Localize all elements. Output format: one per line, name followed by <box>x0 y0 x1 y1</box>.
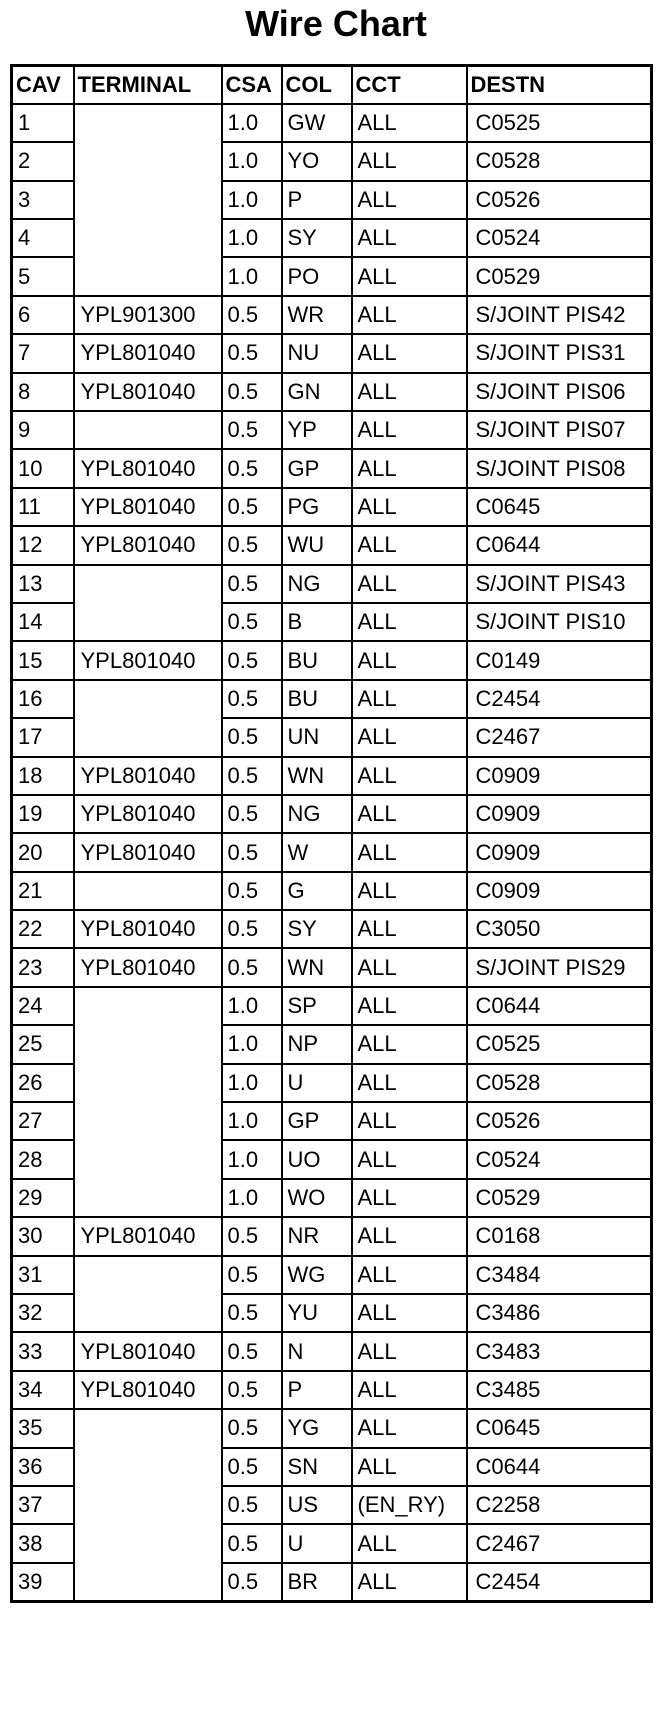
destn-cell: S/JOINT PIS29 <box>467 948 652 986</box>
terminal-cell <box>74 872 222 910</box>
destn-cell: C2258 <box>467 1486 652 1524</box>
destn-cell: C0909 <box>467 833 652 871</box>
cav-cell: 24 <box>12 987 74 1025</box>
destn-cell: C3050 <box>467 910 652 948</box>
cav-cell: 34 <box>12 1371 74 1409</box>
csa-cell: 0.5 <box>222 680 282 718</box>
table-row <box>12 680 652 718</box>
csa-cell: 0.5 <box>222 1332 282 1370</box>
destn-cell: C0528 <box>467 1064 652 1102</box>
col-cell: NR <box>282 1217 352 1255</box>
terminal-cell <box>74 1409 222 1601</box>
cav-cell: 26 <box>12 1064 74 1102</box>
table-row <box>12 565 652 603</box>
col-cell: UO <box>282 1140 352 1178</box>
cav-cell: 30 <box>12 1217 74 1255</box>
cct-cell: ALL <box>352 526 467 564</box>
col-cell: BR <box>282 1563 352 1601</box>
destn-cell: C0524 <box>467 219 652 257</box>
cct-cell: ALL <box>352 1179 467 1217</box>
terminal-cell: YPL801040 <box>74 795 222 833</box>
destn-cell: C0526 <box>467 1102 652 1140</box>
cct-cell: ALL <box>352 987 467 1025</box>
csa-cell: 1.0 <box>222 1025 282 1063</box>
column-header-cct: CCT <box>352 66 467 104</box>
cav-cell: 37 <box>12 1486 74 1524</box>
csa-cell: 0.5 <box>222 565 282 603</box>
destn-cell: C0909 <box>467 872 652 910</box>
col-cell: GP <box>282 1102 352 1140</box>
cav-cell: 22 <box>12 910 74 948</box>
col-cell: US <box>282 1486 352 1524</box>
csa-cell: 0.5 <box>222 449 282 487</box>
col-cell: NG <box>282 795 352 833</box>
csa-cell: 1.0 <box>222 181 282 219</box>
terminal-cell <box>74 987 222 1217</box>
cav-cell: 3 <box>12 181 74 219</box>
cct-cell: ALL <box>352 104 467 142</box>
cav-cell: 33 <box>12 1332 74 1370</box>
destn-cell: C2467 <box>467 718 652 756</box>
cav-cell: 28 <box>12 1140 74 1178</box>
col-cell: U <box>282 1064 352 1102</box>
cav-cell: 11 <box>12 488 74 526</box>
header-row <box>12 66 652 104</box>
cct-cell: ALL <box>352 1217 467 1255</box>
csa-cell: 1.0 <box>222 1064 282 1102</box>
destn-cell: C0644 <box>467 987 652 1025</box>
destn-cell: C3483 <box>467 1332 652 1370</box>
col-cell: GW <box>282 104 352 142</box>
cav-cell: 14 <box>12 603 74 641</box>
col-cell: N <box>282 1332 352 1370</box>
col-cell: YP <box>282 411 352 449</box>
table-row <box>12 987 652 1025</box>
csa-cell: 0.5 <box>222 1294 282 1332</box>
cct-cell: ALL <box>352 1256 467 1294</box>
cct-cell: ALL <box>352 1524 467 1562</box>
col-cell: B <box>282 603 352 641</box>
cct-cell: ALL <box>352 334 467 372</box>
cct-cell: ALL <box>352 449 467 487</box>
col-cell: WN <box>282 757 352 795</box>
col-cell: PO <box>282 257 352 295</box>
table-row <box>12 373 652 411</box>
cav-cell: 17 <box>12 718 74 756</box>
terminal-cell: YPL801040 <box>74 449 222 487</box>
table-row <box>12 296 652 334</box>
table-row <box>12 1409 652 1447</box>
destn-cell: C0644 <box>467 1448 652 1486</box>
col-cell: G <box>282 872 352 910</box>
csa-cell: 0.5 <box>222 1256 282 1294</box>
terminal-cell: YPL801040 <box>74 334 222 372</box>
col-cell: NG <box>282 565 352 603</box>
cct-cell: ALL <box>352 680 467 718</box>
col-cell: WO <box>282 1179 352 1217</box>
csa-cell: 0.5 <box>222 1524 282 1562</box>
column-header-terminal: TERMINAL <box>74 66 222 104</box>
cct-cell: ALL <box>352 1332 467 1370</box>
cct-cell: ALL <box>352 181 467 219</box>
table-row <box>12 1332 652 1370</box>
cav-cell: 32 <box>12 1294 74 1332</box>
col-cell: SY <box>282 219 352 257</box>
csa-cell: 0.5 <box>222 1409 282 1447</box>
cav-cell: 23 <box>12 948 74 986</box>
terminal-cell: YPL801040 <box>74 833 222 871</box>
destn-cell: C2467 <box>467 1524 652 1562</box>
cav-cell: 8 <box>12 373 74 411</box>
terminal-cell: YPL801040 <box>74 1371 222 1409</box>
cav-cell: 5 <box>12 257 74 295</box>
destn-cell: C0525 <box>467 1025 652 1063</box>
table-row <box>12 104 652 142</box>
cct-cell: ALL <box>352 910 467 948</box>
cct-cell: ALL <box>352 488 467 526</box>
csa-cell: 0.5 <box>222 488 282 526</box>
destn-cell: C0529 <box>467 1179 652 1217</box>
cav-cell: 9 <box>12 411 74 449</box>
table-row <box>12 334 652 372</box>
column-header-col: COL <box>282 66 352 104</box>
cct-cell: ALL <box>352 257 467 295</box>
table-row <box>12 1371 652 1409</box>
terminal-cell: YPL901300 <box>74 296 222 334</box>
cav-cell: 36 <box>12 1448 74 1486</box>
col-cell: BU <box>282 641 352 679</box>
col-cell: SN <box>282 1448 352 1486</box>
table-row <box>12 1217 652 1255</box>
cav-cell: 25 <box>12 1025 74 1063</box>
terminal-cell <box>74 1256 222 1333</box>
cav-cell: 35 <box>12 1409 74 1447</box>
cct-cell: ALL <box>352 219 467 257</box>
destn-cell: S/JOINT PIS42 <box>467 296 652 334</box>
col-cell: GN <box>282 373 352 411</box>
terminal-cell: YPL801040 <box>74 1332 222 1370</box>
csa-cell: 1.0 <box>222 1102 282 1140</box>
cct-cell: ALL <box>352 565 467 603</box>
cct-cell: (EN_RY) <box>352 1486 467 1524</box>
csa-cell: 0.5 <box>222 1217 282 1255</box>
col-cell: GP <box>282 449 352 487</box>
destn-cell: C3484 <box>467 1256 652 1294</box>
table-row <box>12 872 652 910</box>
cav-cell: 4 <box>12 219 74 257</box>
terminal-cell: YPL801040 <box>74 526 222 564</box>
col-cell: WG <box>282 1256 352 1294</box>
col-cell: YG <box>282 1409 352 1447</box>
csa-cell: 1.0 <box>222 987 282 1025</box>
column-header-csa: CSA <box>222 66 282 104</box>
cct-cell: ALL <box>352 1371 467 1409</box>
cav-cell: 21 <box>12 872 74 910</box>
cct-cell: ALL <box>352 1448 467 1486</box>
column-header-cav: CAV <box>12 66 74 104</box>
csa-cell: 0.5 <box>222 641 282 679</box>
cav-cell: 29 <box>12 1179 74 1217</box>
destn-cell: S/JOINT PIS08 <box>467 449 652 487</box>
terminal-cell <box>74 411 222 449</box>
csa-cell: 1.0 <box>222 1179 282 1217</box>
col-cell: NP <box>282 1025 352 1063</box>
terminal-cell: YPL801040 <box>74 641 222 679</box>
csa-cell: 1.0 <box>222 1140 282 1178</box>
destn-cell: C0149 <box>467 641 652 679</box>
csa-cell: 1.0 <box>222 219 282 257</box>
table-row <box>12 1256 652 1294</box>
table-row <box>12 757 652 795</box>
wire-chart-table <box>10 64 653 1603</box>
cav-cell: 6 <box>12 296 74 334</box>
csa-cell: 0.5 <box>222 948 282 986</box>
destn-cell: C0524 <box>467 1140 652 1178</box>
csa-cell: 1.0 <box>222 257 282 295</box>
col-cell: W <box>282 833 352 871</box>
destn-cell: C0525 <box>467 104 652 142</box>
col-cell: YU <box>282 1294 352 1332</box>
col-cell: SP <box>282 987 352 1025</box>
col-cell: SY <box>282 910 352 948</box>
table-row <box>12 526 652 564</box>
col-cell: P <box>282 181 352 219</box>
destn-cell: S/JOINT PIS07 <box>467 411 652 449</box>
cav-cell: 31 <box>12 1256 74 1294</box>
csa-cell: 0.5 <box>222 334 282 372</box>
column-header-destn: DESTN <box>467 66 652 104</box>
csa-cell: 1.0 <box>222 142 282 180</box>
cct-cell: ALL <box>352 373 467 411</box>
csa-cell: 0.5 <box>222 411 282 449</box>
col-cell: BU <box>282 680 352 718</box>
table-row <box>12 795 652 833</box>
cct-cell: ALL <box>352 411 467 449</box>
cct-cell: ALL <box>352 1563 467 1601</box>
destn-cell: C0529 <box>467 257 652 295</box>
col-cell: YO <box>282 142 352 180</box>
destn-cell: C2454 <box>467 1563 652 1601</box>
csa-cell: 0.5 <box>222 603 282 641</box>
csa-cell: 0.5 <box>222 1448 282 1486</box>
csa-cell: 0.5 <box>222 1371 282 1409</box>
cav-cell: 16 <box>12 680 74 718</box>
terminal-cell: YPL801040 <box>74 948 222 986</box>
destn-cell: S/JOINT PIS43 <box>467 565 652 603</box>
csa-cell: 0.5 <box>222 872 282 910</box>
col-cell: NU <box>282 334 352 372</box>
csa-cell: 0.5 <box>222 910 282 948</box>
cct-cell: ALL <box>352 603 467 641</box>
cct-cell: ALL <box>352 757 467 795</box>
page-title: Wire Chart <box>245 3 427 44</box>
cct-cell: ALL <box>352 872 467 910</box>
destn-cell: C0526 <box>467 181 652 219</box>
terminal-cell: YPL801040 <box>74 910 222 948</box>
destn-cell: C3486 <box>467 1294 652 1332</box>
terminal-cell <box>74 680 222 757</box>
terminal-cell <box>74 565 222 642</box>
csa-cell: 0.5 <box>222 718 282 756</box>
destn-cell: C3485 <box>467 1371 652 1409</box>
cav-cell: 15 <box>12 641 74 679</box>
csa-cell: 0.5 <box>222 526 282 564</box>
cct-cell: ALL <box>352 1064 467 1102</box>
cav-cell: 2 <box>12 142 74 180</box>
csa-cell: 0.5 <box>222 296 282 334</box>
cct-cell: ALL <box>352 641 467 679</box>
destn-cell: C0528 <box>467 142 652 180</box>
cct-cell: ALL <box>352 296 467 334</box>
col-cell: U <box>282 1524 352 1562</box>
cct-cell: ALL <box>352 1140 467 1178</box>
cav-cell: 27 <box>12 1102 74 1140</box>
destn-cell: C0909 <box>467 757 652 795</box>
cav-cell: 12 <box>12 526 74 564</box>
col-cell: WN <box>282 948 352 986</box>
cav-cell: 10 <box>12 449 74 487</box>
table-row <box>12 910 652 948</box>
terminal-cell: YPL801040 <box>74 488 222 526</box>
table-row <box>12 833 652 871</box>
cav-cell: 38 <box>12 1524 74 1562</box>
csa-cell: 0.5 <box>222 757 282 795</box>
cav-cell: 18 <box>12 757 74 795</box>
csa-cell: 0.5 <box>222 795 282 833</box>
destn-cell: C0645 <box>467 1409 652 1447</box>
cct-cell: ALL <box>352 1294 467 1332</box>
destn-cell: C0909 <box>467 795 652 833</box>
cav-cell: 39 <box>12 1563 74 1601</box>
csa-cell: 0.5 <box>222 373 282 411</box>
table-row <box>12 411 652 449</box>
table-row <box>12 488 652 526</box>
cav-cell: 20 <box>12 833 74 871</box>
table-row <box>12 641 652 679</box>
terminal-cell: YPL801040 <box>74 1217 222 1255</box>
cct-cell: ALL <box>352 948 467 986</box>
cct-cell: ALL <box>352 1102 467 1140</box>
terminal-cell: YPL801040 <box>74 757 222 795</box>
destn-cell: C2454 <box>467 680 652 718</box>
cct-cell: ALL <box>352 833 467 871</box>
col-cell: UN <box>282 718 352 756</box>
csa-cell: 0.5 <box>222 1563 282 1601</box>
destn-cell: S/JOINT PIS10 <box>467 603 652 641</box>
col-cell: PG <box>282 488 352 526</box>
cct-cell: ALL <box>352 1025 467 1063</box>
destn-cell: S/JOINT PIS06 <box>467 373 652 411</box>
col-cell: WR <box>282 296 352 334</box>
col-cell: P <box>282 1371 352 1409</box>
cav-cell: 13 <box>12 565 74 603</box>
csa-cell: 1.0 <box>222 104 282 142</box>
table-row <box>12 449 652 487</box>
destn-cell: C0645 <box>467 488 652 526</box>
cav-cell: 1 <box>12 104 74 142</box>
cct-cell: ALL <box>352 718 467 756</box>
table-row <box>12 948 652 986</box>
destn-cell: S/JOINT PIS31 <box>467 334 652 372</box>
cav-cell: 19 <box>12 795 74 833</box>
terminal-cell <box>74 104 222 296</box>
cct-cell: ALL <box>352 1409 467 1447</box>
cav-cell: 7 <box>12 334 74 372</box>
csa-cell: 0.5 <box>222 833 282 871</box>
cct-cell: ALL <box>352 795 467 833</box>
destn-cell: C0168 <box>467 1217 652 1255</box>
terminal-cell: YPL801040 <box>74 373 222 411</box>
csa-cell: 0.5 <box>222 1486 282 1524</box>
cct-cell: ALL <box>352 142 467 180</box>
col-cell: WU <box>282 526 352 564</box>
destn-cell: C0644 <box>467 526 652 564</box>
